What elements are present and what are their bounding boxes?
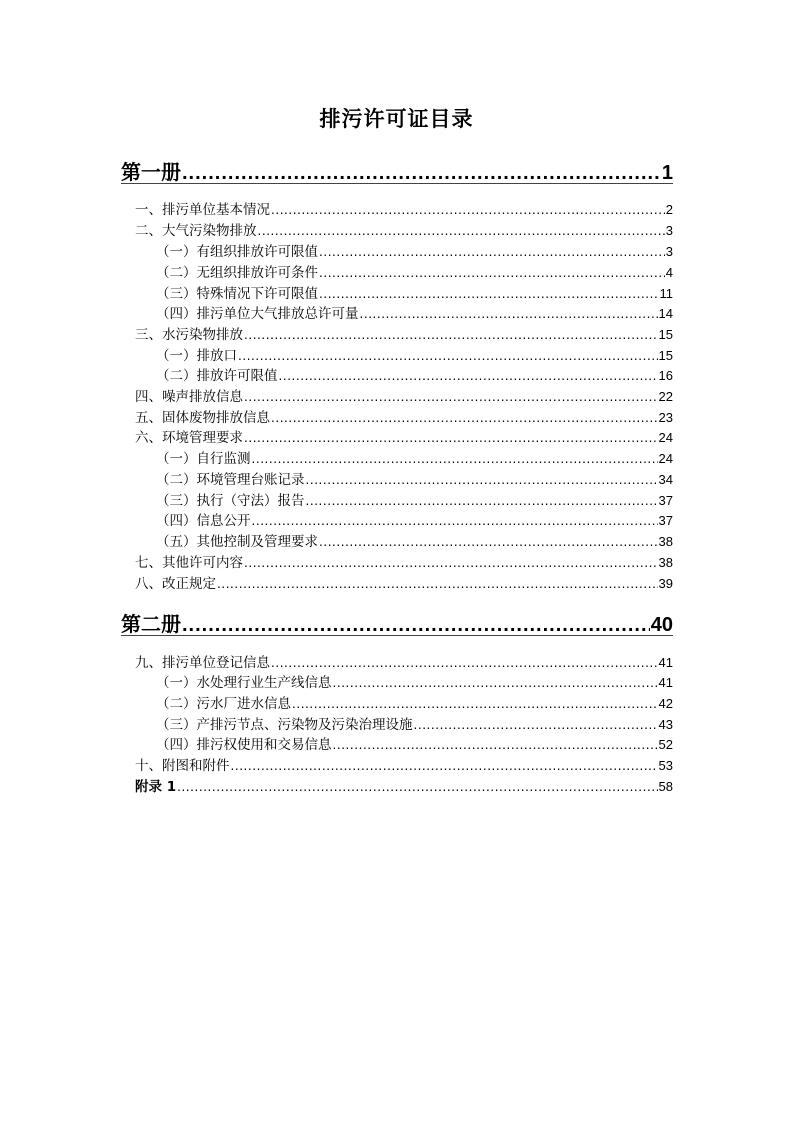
toc-entry[interactable] bbox=[121, 530, 673, 550]
toc-page-number: 3 bbox=[665, 244, 673, 259]
toc-entry[interactable] bbox=[121, 651, 673, 671]
toc-page-number: 1 bbox=[661, 162, 673, 184]
toc-leader-dots bbox=[182, 162, 661, 185]
toc-leader-dots bbox=[244, 555, 658, 570]
toc-page-number: 34 bbox=[658, 472, 673, 487]
toc-page-number: 53 bbox=[658, 758, 673, 773]
toc-entry-label: （四）排污单位大气排放总许可量 bbox=[156, 306, 359, 322]
toc-page-number: 37 bbox=[658, 493, 673, 508]
toc-entry[interactable] bbox=[121, 406, 673, 426]
toc-entry-label: 附录 1 bbox=[135, 779, 177, 795]
toc-entry-label: 十、附图和附件 bbox=[135, 758, 230, 774]
toc-page-number: 41 bbox=[658, 675, 673, 690]
toc-page-number: 24 bbox=[658, 451, 673, 466]
toc-leader-dots bbox=[244, 389, 658, 404]
toc-leader-dots bbox=[279, 368, 658, 383]
toc-entry-label: 八、改正规定 bbox=[135, 576, 216, 592]
toc-volume-label: 第二册 bbox=[121, 612, 181, 636]
toc-leader-dots bbox=[217, 576, 658, 591]
toc-leader-dots bbox=[292, 696, 658, 711]
toc-leader-dots bbox=[319, 534, 658, 549]
toc-leader-dots bbox=[271, 410, 658, 425]
toc-leader-dots bbox=[319, 244, 665, 259]
toc-entry-label: 二、大气污染物排放 bbox=[135, 223, 257, 239]
toc-entry-label: （三）特殊情况下许可限值 bbox=[156, 286, 318, 302]
toc-page-number: 39 bbox=[658, 576, 673, 591]
toc-entry-label: 七、其他许可内容 bbox=[135, 555, 243, 571]
toc-entry[interactable] bbox=[121, 733, 673, 753]
toc-leader-dots bbox=[244, 327, 658, 342]
toc-page-number: 37 bbox=[658, 513, 673, 528]
toc-entry-label: （二）环境管理台账记录 bbox=[156, 472, 305, 488]
toc-entry[interactable] bbox=[121, 447, 673, 467]
toc-page-number: 16 bbox=[658, 368, 673, 383]
toc-page-number: 38 bbox=[658, 555, 673, 570]
toc-page-number: 52 bbox=[658, 737, 673, 752]
toc-entry[interactable] bbox=[121, 671, 673, 691]
toc-entry[interactable] bbox=[121, 302, 673, 322]
toc-page-number: 11 bbox=[659, 286, 673, 301]
toc-volume-label: 第一册 bbox=[121, 160, 181, 184]
toc-leader-dots bbox=[319, 286, 659, 301]
toc-entry-label: （五）其他控制及管理要求 bbox=[156, 534, 318, 550]
toc-entry-label: （一）自行监测 bbox=[156, 451, 251, 467]
toc-entry[interactable] bbox=[121, 364, 673, 384]
toc-leader-dots bbox=[244, 430, 658, 445]
toc-leader-dots bbox=[252, 451, 658, 466]
toc-entry[interactable] bbox=[121, 713, 673, 733]
toc-entry-label: （二）无组织排放许可条件 bbox=[156, 265, 318, 281]
toc-page-number: 24 bbox=[658, 430, 673, 445]
toc-entry[interactable] bbox=[121, 344, 673, 364]
toc-leader-dots bbox=[319, 265, 665, 280]
toc-page-number: 22 bbox=[658, 389, 673, 404]
toc-entry[interactable] bbox=[121, 754, 673, 774]
toc-entry[interactable] bbox=[121, 509, 673, 529]
toc-leader-dots bbox=[182, 614, 650, 637]
toc-page-number: 15 bbox=[658, 348, 673, 363]
toc-entry[interactable] bbox=[121, 692, 673, 712]
toc-entry[interactable] bbox=[121, 489, 673, 509]
toc-leader-dots bbox=[333, 675, 658, 690]
toc-entry-label: 三、水污染物排放 bbox=[135, 327, 243, 343]
toc-leader-dots bbox=[252, 513, 658, 528]
toc-entry-label: 一、排污单位基本情况 bbox=[135, 202, 270, 218]
toc-leader-dots bbox=[271, 655, 658, 670]
toc-leader-dots bbox=[360, 306, 658, 321]
toc-leader-dots bbox=[231, 758, 658, 773]
toc-entry[interactable] bbox=[121, 468, 673, 488]
toc-entry-label: （三）产排污节点、污染物及污染治理设施 bbox=[156, 717, 413, 733]
toc-entry-label: （四）排污权使用和交易信息 bbox=[156, 737, 332, 753]
toc-leader-dots bbox=[177, 779, 657, 794]
toc-entry-label: 四、噪声排放信息 bbox=[135, 389, 243, 405]
toc-page-number: 2 bbox=[665, 202, 673, 217]
toc-entry-label: 五、固体废物排放信息 bbox=[135, 410, 270, 426]
toc-page-number: 58 bbox=[658, 779, 673, 794]
toc-page-number: 14 bbox=[658, 306, 673, 321]
toc-entry-label: （四）信息公开 bbox=[156, 513, 251, 529]
page-title: 排污许可证目录 bbox=[319, 107, 474, 131]
toc-entry-appendix[interactable] bbox=[121, 775, 673, 795]
toc-entry[interactable] bbox=[121, 198, 673, 218]
toc-entry-label: 六、环境管理要求 bbox=[135, 430, 243, 446]
toc-entry[interactable] bbox=[121, 261, 673, 281]
toc-entry-label: （二）排放许可限值 bbox=[156, 368, 278, 384]
toc-page-number: 42 bbox=[658, 696, 673, 711]
toc-leader-dots bbox=[414, 717, 658, 732]
toc-leader-dots bbox=[258, 223, 665, 238]
toc-volume-2[interactable] bbox=[121, 608, 673, 634]
toc-leader-dots bbox=[238, 348, 658, 363]
toc-leader-dots bbox=[306, 472, 658, 487]
toc-page-number: 15 bbox=[658, 327, 673, 342]
toc-entry[interactable] bbox=[121, 551, 673, 571]
toc-page-number: 43 bbox=[658, 717, 673, 732]
toc-volume-1[interactable] bbox=[121, 156, 673, 182]
toc-page-number: 23 bbox=[658, 410, 673, 425]
heading-underline bbox=[121, 183, 673, 184]
toc-entry-label: （二）污水厂进水信息 bbox=[156, 696, 291, 712]
toc-entry-label: （一）排放口 bbox=[156, 348, 237, 364]
toc-entry-label: （一）有组织排放许可限值 bbox=[156, 244, 318, 260]
toc-entry-label: 九、排污单位登记信息 bbox=[135, 655, 270, 671]
toc-entry[interactable] bbox=[121, 426, 673, 446]
toc-entry[interactable] bbox=[121, 385, 673, 405]
toc-page-number: 40 bbox=[650, 614, 673, 636]
toc-entry[interactable] bbox=[121, 282, 673, 302]
toc-page-number: 41 bbox=[658, 655, 673, 670]
toc-entry[interactable] bbox=[121, 219, 673, 239]
toc-entry[interactable] bbox=[121, 572, 673, 592]
toc-entry-label: （三）执行（守法）报告 bbox=[156, 493, 305, 509]
toc-page-number: 38 bbox=[658, 534, 673, 549]
toc-entry-label: （一）水处理行业生产线信息 bbox=[156, 675, 332, 691]
toc-entry[interactable] bbox=[121, 323, 673, 343]
toc-leader-dots bbox=[306, 493, 658, 508]
toc-entry[interactable] bbox=[121, 240, 673, 260]
toc-page-number: 4 bbox=[665, 265, 673, 280]
toc-page-number: 3 bbox=[665, 223, 673, 238]
toc-leader-dots bbox=[333, 737, 658, 752]
toc-leader-dots bbox=[271, 202, 665, 217]
heading-underline bbox=[121, 635, 673, 636]
